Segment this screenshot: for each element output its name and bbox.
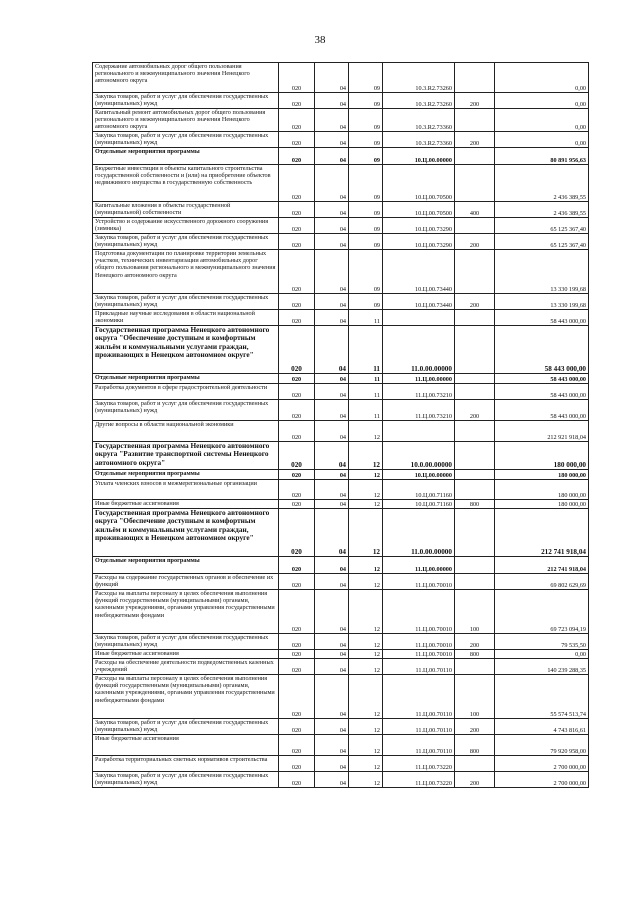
- ministry-code: 020: [279, 590, 315, 634]
- subsection-code: 09: [349, 250, 383, 294]
- amount: 180 000,00: [495, 480, 589, 500]
- amount: 2 436 389,55: [495, 165, 589, 202]
- section-code: 04: [315, 634, 349, 650]
- ministry-code: 020: [279, 442, 315, 470]
- table-row: [93, 772, 589, 788]
- row-name: Капитальные вложения в объекты государственной (муниципальной) собственности: [93, 202, 279, 218]
- expense-type-code: 800: [455, 735, 495, 756]
- subsection-code: 12: [349, 735, 383, 756]
- expense-type-code: [455, 509, 495, 557]
- target-article-code: 11.Ц.00.00000: [383, 557, 455, 574]
- subsection-code: 12: [349, 772, 383, 788]
- expense-type-code: 100: [455, 675, 495, 719]
- row-name: Закупка товаров, работ и услуг для обеспечения государственных (муниципальных) нужд: [93, 234, 279, 250]
- row-name: Расходы на содержание государственных органов и обеспечение их функций: [93, 574, 279, 590]
- amount: 212 741 918,04: [495, 557, 589, 574]
- section-code: 04: [315, 218, 349, 234]
- ministry-code: 020: [279, 294, 315, 310]
- subsection-code: 12: [349, 421, 383, 442]
- section-code: 04: [315, 675, 349, 719]
- expense-type-code: 200: [455, 634, 495, 650]
- amount: 4 743 816,61: [495, 719, 589, 735]
- expense-type-code: [455, 480, 495, 500]
- row-name: Закупка товаров, работ и услуг для обеспечения государственных (муниципальных) нужд: [93, 294, 279, 310]
- target-article-code: 10.Ц.00.71160: [383, 480, 455, 500]
- section-code: 04: [315, 93, 349, 109]
- section-code: 04: [315, 772, 349, 788]
- table-row: [93, 719, 589, 735]
- row-name: Закупка товаров, работ и услуг для обеспечения государственных (муниципальных) нужд: [93, 719, 279, 735]
- row-name: Расходы на выплаты персоналу в целях обеспечения выполнения функций государственными (муниципальными) органами, казенными учреждениями, органами управления государственными внебюджетными фондами: [93, 590, 279, 634]
- expense-type-code: [455, 310, 495, 326]
- subsection-code: 09: [349, 132, 383, 148]
- table-row: [93, 480, 589, 500]
- table-row: [93, 294, 589, 310]
- table-row: [93, 557, 589, 574]
- subsection-code: 09: [349, 234, 383, 250]
- table-row: [93, 590, 589, 634]
- row-name: Иные бюджетные ассигнования: [93, 650, 279, 659]
- amount: 140 239 288,35: [495, 659, 589, 675]
- subsection-code: 11: [349, 310, 383, 326]
- ministry-code: 020: [279, 384, 315, 400]
- target-article-code: 11.Ц.00.73210: [383, 400, 455, 421]
- subsection-code: 11: [349, 326, 383, 374]
- row-name: Государственная программа Ненецкого автономного округа "Развитие транспортной системы Ненецкого автономного округа": [93, 442, 279, 470]
- table-row: [93, 470, 589, 480]
- table-row: [93, 500, 589, 509]
- ministry-code: 020: [279, 132, 315, 148]
- target-article-code: 11.Ц.00.70110: [383, 659, 455, 675]
- subsection-code: 09: [349, 148, 383, 165]
- subsection-code: 09: [349, 109, 383, 132]
- section-code: 04: [315, 574, 349, 590]
- ministry-code: 020: [279, 675, 315, 719]
- row-name: Закупка товаров, работ и услуг для обеспечения государственных (муниципальных) нужд: [93, 93, 279, 109]
- section-code: 04: [315, 735, 349, 756]
- target-article-code: 10.3.R2.73260: [383, 63, 455, 93]
- expense-type-code: [455, 421, 495, 442]
- section-code: 04: [315, 202, 349, 218]
- subsection-code: 12: [349, 756, 383, 772]
- target-article-code: 10.0.00.00000: [383, 442, 455, 470]
- subsection-code: 12: [349, 500, 383, 509]
- expense-type-code: 200: [455, 772, 495, 788]
- table-row: [93, 675, 589, 719]
- target-article-code: 11.0.00.00000: [383, 509, 455, 557]
- table-row: [93, 442, 589, 470]
- section-code: 04: [315, 326, 349, 374]
- amount: 180 000,00: [495, 442, 589, 470]
- expense-type-code: [455, 442, 495, 470]
- subsection-code: 09: [349, 218, 383, 234]
- ministry-code: 020: [279, 650, 315, 659]
- subsection-code: 12: [349, 470, 383, 480]
- row-name: Устройство и содержание искусственного дорожного сооружения (зимника): [93, 218, 279, 234]
- row-name: Прикладные научные исследования в области национальной экономики: [93, 310, 279, 326]
- expense-type-code: [455, 470, 495, 480]
- table-row: [93, 148, 589, 165]
- expense-type-code: [455, 250, 495, 294]
- table-row: [93, 63, 589, 93]
- expense-type-code: [455, 384, 495, 400]
- amount: 58 443 000,00: [495, 384, 589, 400]
- table-row: [93, 109, 589, 132]
- amount: 13 330 199,68: [495, 250, 589, 294]
- amount: 58 443 000,00: [495, 400, 589, 421]
- amount: 180 000,00: [495, 470, 589, 480]
- target-article-code: [383, 421, 455, 442]
- ministry-code: 020: [279, 148, 315, 165]
- target-article-code: [383, 310, 455, 326]
- ministry-code: 020: [279, 509, 315, 557]
- target-article-code: 10.Ц.00.00000: [383, 148, 455, 165]
- subsection-code: 12: [349, 675, 383, 719]
- section-code: 04: [315, 165, 349, 202]
- amount: 0,00: [495, 650, 589, 659]
- subsection-code: 12: [349, 634, 383, 650]
- amount: 79 535,50: [495, 634, 589, 650]
- expense-type-code: [455, 148, 495, 165]
- ministry-code: 020: [279, 756, 315, 772]
- target-article-code: 11.Ц.00.70110: [383, 735, 455, 756]
- expense-type-code: 200: [455, 93, 495, 109]
- section-code: 04: [315, 234, 349, 250]
- section-code: 04: [315, 400, 349, 421]
- ministry-code: 020: [279, 250, 315, 294]
- amount: 58 443 000,00: [495, 374, 589, 384]
- target-article-code: 11.Ц.00.70010: [383, 590, 455, 634]
- target-article-code: 11.0.00.00000: [383, 326, 455, 374]
- table-row: [93, 634, 589, 650]
- ministry-code: 020: [279, 310, 315, 326]
- table-row: [93, 374, 589, 384]
- expense-type-code: [455, 326, 495, 374]
- row-name: Иные бюджетные ассигнования: [93, 735, 279, 756]
- row-name: Закупка товаров, работ и услуг для обеспечения государственных (муниципальных) нужд: [93, 634, 279, 650]
- amount: 58 443 000,00: [495, 326, 589, 374]
- amount: 65 125 367,40: [495, 234, 589, 250]
- ministry-code: 020: [279, 659, 315, 675]
- section-code: 04: [315, 557, 349, 574]
- section-code: 04: [315, 480, 349, 500]
- table-row: [93, 310, 589, 326]
- subsection-code: 12: [349, 659, 383, 675]
- budget-table: [92, 62, 589, 788]
- table-row: [93, 384, 589, 400]
- expense-type-code: 200: [455, 132, 495, 148]
- target-article-code: 11.Ц.00.73210: [383, 384, 455, 400]
- target-article-code: 11.Ц.00.00000: [383, 374, 455, 384]
- subsection-code: 12: [349, 590, 383, 634]
- subsection-code: 11: [349, 384, 383, 400]
- amount: 55 574 513,74: [495, 675, 589, 719]
- subsection-code: 11: [349, 400, 383, 421]
- ministry-code: 020: [279, 202, 315, 218]
- row-name: Закупка товаров, работ и услуг для обеспечения государственных (муниципальных) нужд: [93, 772, 279, 788]
- target-article-code: 10.3.R2.73360: [383, 132, 455, 148]
- ministry-code: 020: [279, 234, 315, 250]
- subsection-code: 12: [349, 650, 383, 659]
- ministry-code: 020: [279, 735, 315, 756]
- row-name: Расходы на выплаты персоналу в целях обеспечения выполнения функций государственными (муниципальными) органами, казенными учреждениями, органами управления государственными внебюджетными фондами: [93, 675, 279, 719]
- amount: 180 000,00: [495, 500, 589, 509]
- target-article-code: 10.Ц.00.73440: [383, 294, 455, 310]
- expense-type-code: [455, 374, 495, 384]
- amount: 212 921 918,04: [495, 421, 589, 442]
- section-code: 04: [315, 590, 349, 634]
- table-row: [93, 326, 589, 374]
- ministry-code: 020: [279, 374, 315, 384]
- ministry-code: 020: [279, 719, 315, 735]
- target-article-code: 10.Ц.00.73290: [383, 234, 455, 250]
- target-article-code: 10.Ц.00.71160: [383, 500, 455, 509]
- ministry-code: 020: [279, 63, 315, 93]
- expense-type-code: [455, 659, 495, 675]
- row-name: Иные бюджетные ассигнования: [93, 500, 279, 509]
- table-row: [93, 250, 589, 294]
- section-code: 04: [315, 650, 349, 659]
- expense-type-code: [455, 557, 495, 574]
- ministry-code: 020: [279, 500, 315, 509]
- amount: 58 443 000,00: [495, 310, 589, 326]
- target-article-code: 10.Ц.00.00000: [383, 470, 455, 480]
- subsection-code: 12: [349, 557, 383, 574]
- subsection-code: 09: [349, 93, 383, 109]
- section-code: 04: [315, 374, 349, 384]
- subsection-code: 12: [349, 574, 383, 590]
- row-name: Капитальный ремонт автомобильных дорог общего пользования регионального и межмуниципального значения Ненецкого автономного округа: [93, 109, 279, 132]
- table-row: [93, 202, 589, 218]
- section-code: 04: [315, 384, 349, 400]
- expense-type-code: 800: [455, 650, 495, 659]
- section-code: 04: [315, 250, 349, 294]
- target-article-code: 11.Ц.00.73220: [383, 756, 455, 772]
- amount: 69 723 094,19: [495, 590, 589, 634]
- expense-type-code: 800: [455, 500, 495, 509]
- amount: 13 330 199,68: [495, 294, 589, 310]
- amount: 212 741 918,04: [495, 509, 589, 557]
- row-name: Государственная программа Ненецкого автономного округа "Обеспечение доступным и комфортным жильём и коммунальными услугами граждан, проживающих в Ненецком автономном округе": [93, 326, 279, 374]
- amount: 0,00: [495, 63, 589, 93]
- page-number: 38: [314, 34, 326, 46]
- ministry-code: 020: [279, 218, 315, 234]
- section-code: 04: [315, 63, 349, 93]
- row-name: Содержание автомобильных дорог общего пользования регионального и межмуниципального значения Ненецкого автономного округа: [93, 63, 279, 93]
- table-row: [93, 650, 589, 659]
- target-article-code: 11.Ц.00.70010: [383, 634, 455, 650]
- table-row: [93, 574, 589, 590]
- section-code: 04: [315, 509, 349, 557]
- ministry-code: 020: [279, 557, 315, 574]
- subsection-code: 09: [349, 202, 383, 218]
- row-name: Отдельные мероприятия программы: [93, 470, 279, 480]
- subsection-code: 09: [349, 165, 383, 202]
- table-row: [93, 234, 589, 250]
- ministry-code: 020: [279, 772, 315, 788]
- ministry-code: 020: [279, 165, 315, 202]
- ministry-code: 020: [279, 400, 315, 421]
- row-name: Бюджетные инвестиции в объекты капитального строительства государственной собственности и (или) на приобретение объектов недвижимого имущества в государственную собственность: [93, 165, 279, 202]
- table-row: [93, 93, 589, 109]
- amount: 2 436 389,55: [495, 202, 589, 218]
- subsection-code: 12: [349, 509, 383, 557]
- expense-type-code: 100: [455, 590, 495, 634]
- subsection-code: 11: [349, 374, 383, 384]
- table-row: [93, 509, 589, 557]
- expense-type-code: 200: [455, 400, 495, 421]
- row-name: Закупка товаров, работ и услуг для обеспечения государственных (муниципальных) нужд: [93, 400, 279, 421]
- row-name: Закупка товаров, работ и услуг для обеспечения государственных (муниципальных) нужд: [93, 132, 279, 148]
- table-row: [93, 756, 589, 772]
- target-article-code: 10.Ц.00.73440: [383, 250, 455, 294]
- amount: 80 891 956,63: [495, 148, 589, 165]
- row-name: Отдельные мероприятия программы: [93, 374, 279, 384]
- expense-type-code: 200: [455, 234, 495, 250]
- ministry-code: 020: [279, 326, 315, 374]
- amount: 0,00: [495, 109, 589, 132]
- section-code: 04: [315, 756, 349, 772]
- expense-type-code: [455, 218, 495, 234]
- target-article-code: 11.Ц.00.70110: [383, 675, 455, 719]
- section-code: 04: [315, 294, 349, 310]
- table-row: [93, 132, 589, 148]
- expense-type-code: 200: [455, 294, 495, 310]
- row-name: Отдельные мероприятия программы: [93, 557, 279, 574]
- row-name: Расходы на обеспечение деятельности подведомственных казенных учреждений: [93, 659, 279, 675]
- subsection-code: 09: [349, 294, 383, 310]
- ministry-code: 020: [279, 470, 315, 480]
- table-row: [93, 400, 589, 421]
- section-code: 04: [315, 421, 349, 442]
- expense-type-code: [455, 574, 495, 590]
- section-code: 04: [315, 148, 349, 165]
- table-row: [93, 165, 589, 202]
- expense-type-code: [455, 109, 495, 132]
- ministry-code: 020: [279, 109, 315, 132]
- target-article-code: 11.Ц.00.70110: [383, 719, 455, 735]
- ministry-code: 020: [279, 421, 315, 442]
- amount: 2 700 000,00: [495, 772, 589, 788]
- subsection-code: 09: [349, 63, 383, 93]
- row-name: Подготовка документации по планировке территории земельных участков, технических инвентаризации автомобильных дорог общего пользования регионального и межмуниципального значения Ненецкого автономного округа: [93, 250, 279, 294]
- row-name: Разработка территориальных сметных нормативов строительства: [93, 756, 279, 772]
- target-article-code: 10.Ц.00.70500: [383, 165, 455, 202]
- subsection-code: 12: [349, 480, 383, 500]
- ministry-code: 020: [279, 480, 315, 500]
- subsection-code: 12: [349, 719, 383, 735]
- table-row: [93, 218, 589, 234]
- expense-type-code: [455, 63, 495, 93]
- table-row: [93, 659, 589, 675]
- expense-type-code: 200: [455, 719, 495, 735]
- expense-type-code: [455, 165, 495, 202]
- section-code: 04: [315, 659, 349, 675]
- amount: 0,00: [495, 132, 589, 148]
- budget-table-body: [93, 63, 589, 788]
- row-name: Уплата членских взносов в межмерегиональные организации: [93, 480, 279, 500]
- target-article-code: 11.Ц.00.73220: [383, 772, 455, 788]
- table-row: [93, 735, 589, 756]
- table-row: [93, 421, 589, 442]
- section-code: 04: [315, 500, 349, 509]
- section-code: 04: [315, 470, 349, 480]
- amount: 69 802 629,69: [495, 574, 589, 590]
- target-article-code: 11.Ц.00.70010: [383, 574, 455, 590]
- expense-type-code: 400: [455, 202, 495, 218]
- target-article-code: 10.3.R2.73260: [383, 93, 455, 109]
- target-article-code: 11.Ц.00.70010: [383, 650, 455, 659]
- row-name: Отдельные мероприятия программы: [93, 148, 279, 165]
- amount: 0,00: [495, 93, 589, 109]
- ministry-code: 020: [279, 574, 315, 590]
- ministry-code: 020: [279, 93, 315, 109]
- row-name: Государственная программа Ненецкого автономного округа "Обеспечение доступным и комфортным жильём и коммунальными услугами граждан, проживающих в Ненецком автономном округе": [93, 509, 279, 557]
- amount: 2 700 000,00: [495, 756, 589, 772]
- section-code: 04: [315, 442, 349, 470]
- section-code: 04: [315, 719, 349, 735]
- target-article-code: 10.Ц.00.73290: [383, 218, 455, 234]
- expense-type-code: [455, 756, 495, 772]
- amount: 79 920 958,00: [495, 735, 589, 756]
- subsection-code: 12: [349, 442, 383, 470]
- row-name: Разработка документов в сфере градостроительной деятельности: [93, 384, 279, 400]
- section-code: 04: [315, 310, 349, 326]
- amount: 65 125 367,40: [495, 218, 589, 234]
- target-article-code: 10.3.R2.73360: [383, 109, 455, 132]
- section-code: 04: [315, 132, 349, 148]
- section-code: 04: [315, 109, 349, 132]
- target-article-code: 10.Ц.00.70500: [383, 202, 455, 218]
- ministry-code: 020: [279, 634, 315, 650]
- row-name: Другие вопросы в области национальной экономики: [93, 421, 279, 442]
